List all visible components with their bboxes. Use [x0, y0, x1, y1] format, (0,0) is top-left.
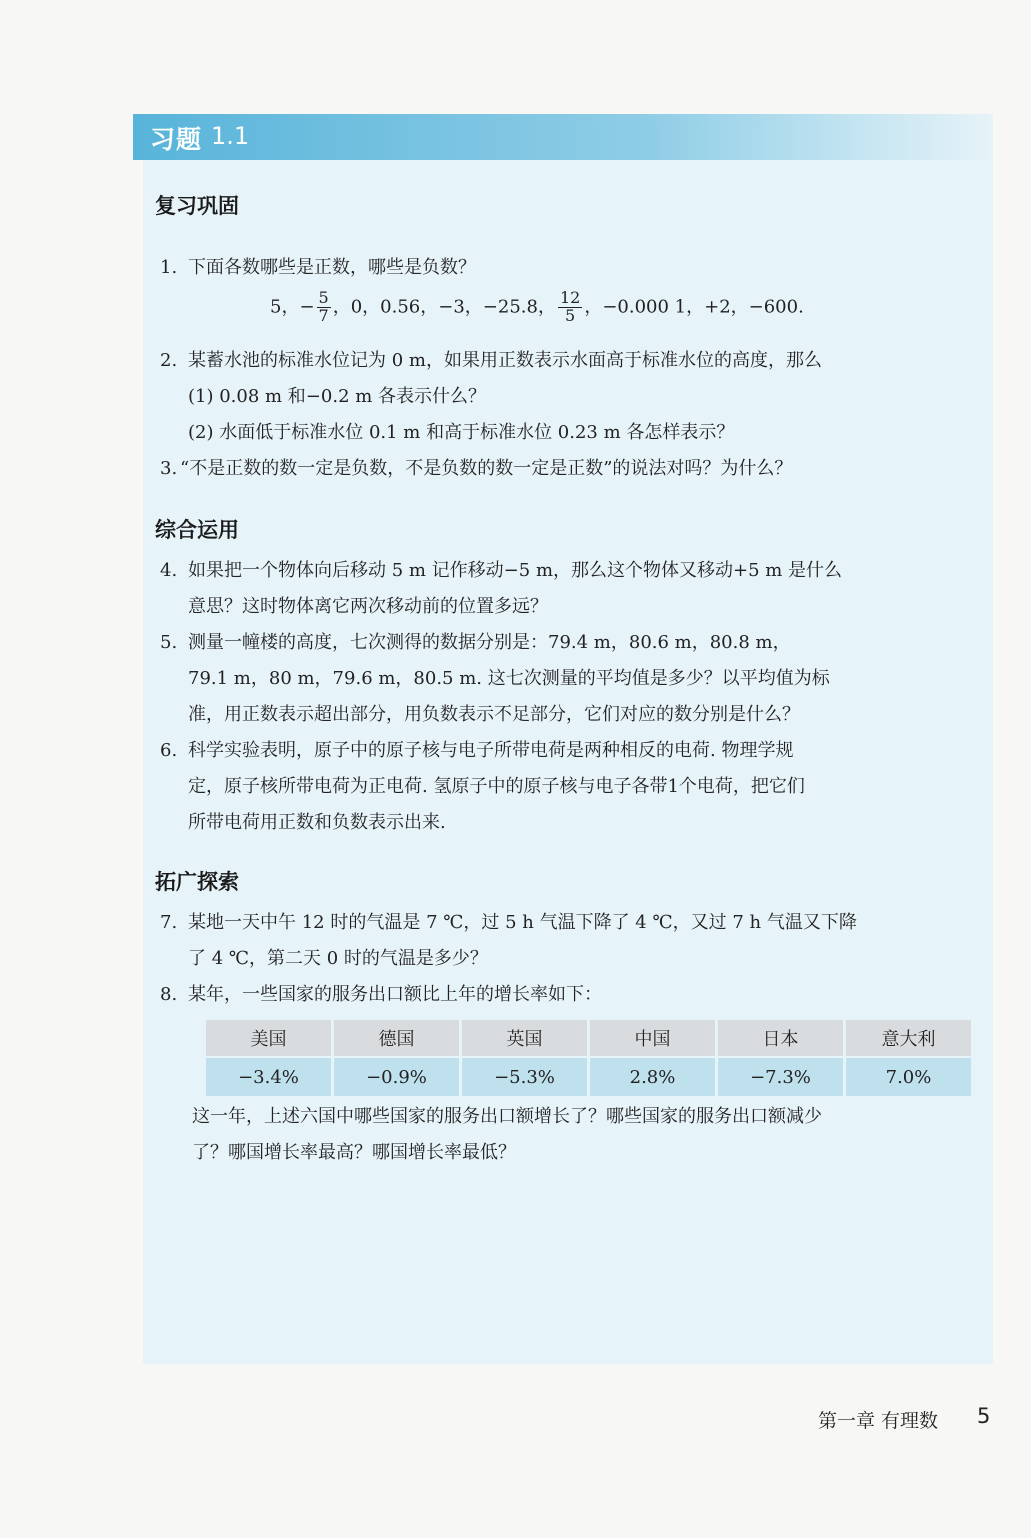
q3-line1: “不是正数的数一定是负数，不是负数的数一定是正数”的说法对吗？为什么？ — [180, 458, 793, 479]
table-header-cell: 意大利 — [845, 1020, 973, 1057]
q8-number: 8. — [160, 984, 178, 1005]
q1-text: 下面各数哪些是正数，哪些是负数？ — [188, 257, 476, 278]
table-header-cell: 日本 — [717, 1020, 845, 1057]
page-number: 5 — [977, 1404, 991, 1428]
q5-line3: 准，用正数表示超出部分，用负数表示不足部分，它们对应的数分别是什么？ — [188, 704, 800, 725]
table-cell: 2.8% — [589, 1057, 717, 1096]
q1-math-part1: 5，− — [270, 296, 315, 318]
table-row — [206, 1057, 973, 1096]
q2-number: 2. — [160, 350, 178, 371]
table-header-cell: 美国 — [206, 1020, 333, 1057]
q1-math-part2: ，0，0.56，−3，−25.8， — [332, 296, 556, 318]
q1-math-part3: ，−0.000 1，+2，−600. — [584, 296, 804, 318]
q2-line3: (2) 水面低于标准水位 0.1 m 和高于标准水位 0.23 m 各怎样表示？ — [188, 422, 735, 443]
q5-line1: 测量一幢楼的高度，七次测得的数据分别是：79.4 m，80.6 m，80.8 m， — [188, 632, 791, 653]
q8-line1: 某年，一些国家的服务出口额比上年的增长率如下： — [188, 984, 602, 1005]
q2-line2: (1) 0.08 m 和−0.2 m 各表示什么？ — [188, 386, 487, 407]
q3-number: 3. — [160, 458, 178, 479]
fraction-numerator: 5 — [318, 288, 329, 307]
exercise-title-bar — [133, 114, 993, 160]
section-application: 综合运用 — [155, 518, 239, 542]
q8-line3: 了？哪国增长率最高？哪国增长率最低？ — [192, 1142, 516, 1163]
q2-line1: 某蓄水池的标准水位记为 0 m，如果用正数表示水面高于标准水位的高度，那么 — [188, 350, 822, 371]
q4-line1: 如果把一个物体向后移动 5 m 记作移动−5 m，那么这个物体又移动+5 m 是什么 — [188, 560, 843, 581]
q6-line1: 科学实验表明，原子中的原子核与电子所带电荷是两种相反的电荷. 物理学规 — [188, 740, 794, 761]
fraction-12-5 — [558, 290, 582, 325]
q4-line2: 意思？这时物体离它两次移动前的位置多远？ — [188, 596, 548, 617]
table-cell: −7.3% — [717, 1057, 845, 1096]
chapter-label: 第一章 有理数 — [818, 1410, 939, 1432]
table-header-cell: 中国 — [589, 1020, 717, 1057]
q6-line3: 所带电荷用正数和负数表示出来. — [188, 812, 446, 833]
q6-line2: 定，原子核所带电荷为正电荷. 氢原子中的原子核与电子各带1个电荷，把它们 — [188, 776, 805, 797]
q6-number: 6. — [160, 740, 178, 761]
section-review: 复习巩固 — [155, 194, 239, 218]
table-header-row — [206, 1020, 973, 1057]
exercise-number: 1.1 — [211, 122, 250, 150]
fraction-denominator: 7 — [318, 305, 329, 325]
table-cell: −0.9% — [333, 1057, 461, 1096]
q4-number: 4. — [160, 560, 178, 581]
table-header-cell: 英国 — [461, 1020, 589, 1057]
q7-line1: 某地一天中午 12 时的气温是 7 ℃，过 5 h 气温下降了 4 ℃，又过 7 h 气温又下降 — [188, 912, 857, 933]
table-cell: −5.3% — [461, 1057, 589, 1096]
fraction-5-7 — [317, 290, 331, 325]
q7-line2: 了 4 ℃，第二天 0 时的气温是多少？ — [188, 948, 488, 969]
q8-line2: 这一年，上述六国中哪些国家的服务出口额增长了？哪些国家的服务出口额减少 — [192, 1106, 822, 1127]
table-cell: 7.0% — [845, 1057, 973, 1096]
q5-line2: 79.1 m，80 m，79.6 m，80.5 m. 这七次测量的平均值是多少？以平均值为标 — [188, 668, 830, 689]
q1-number-list — [270, 290, 804, 325]
q5-number: 5. — [160, 632, 178, 653]
q1-number: 1. — [160, 257, 178, 278]
fraction-numerator: 12 — [559, 288, 581, 307]
table-header-cell: 德国 — [333, 1020, 461, 1057]
fraction-denominator: 5 — [565, 305, 576, 325]
q7-number: 7. — [160, 912, 178, 933]
table-cell: −3.4% — [206, 1057, 333, 1096]
growth-rate-table — [206, 1020, 974, 1096]
section-exploration: 拓广探索 — [155, 870, 239, 894]
exercise-title: 习题 — [150, 125, 203, 154]
